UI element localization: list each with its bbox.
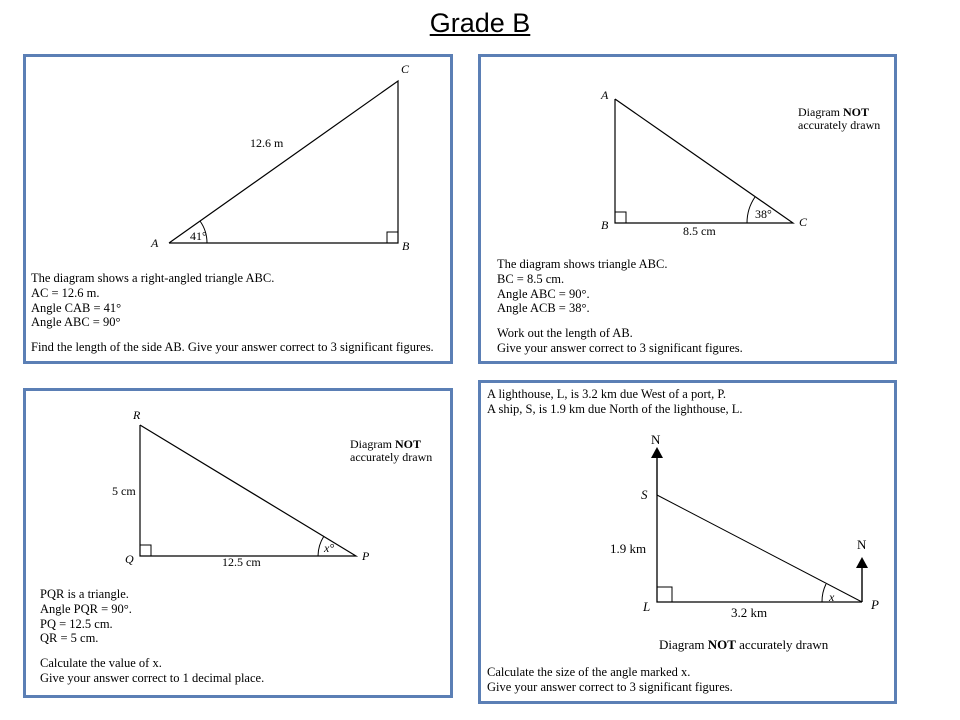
diagram-note-line-1: Diagram NOT (350, 437, 421, 451)
task-line: Find the length of the side AB. Give your answer correct to 3 significant figures. (31, 340, 434, 355)
question-panel-4 (478, 380, 897, 704)
lighthouse-diagram (481, 383, 894, 701)
vertex-p-label: P (871, 597, 879, 612)
north-arrow-icon (856, 557, 868, 568)
base-length-label: 8.5 cm (683, 224, 716, 238)
angle-label: x (829, 590, 835, 604)
text-line: Angle ABC = 90° (31, 315, 121, 330)
task-line: Calculate the value of x. (40, 656, 162, 671)
vertex-c-label: C (799, 215, 808, 229)
vertex-b-label: B (402, 239, 410, 253)
text-line: QR = 5 cm. (40, 631, 99, 646)
task-line: Work out the length of AB. (497, 326, 633, 341)
north-label-left: N (651, 432, 661, 447)
text-line: Angle ABC = 90°. (497, 286, 590, 301)
diagram-caption: Diagram NOT accurately drawn (659, 637, 829, 652)
page-title: Grade B (429, 8, 531, 38)
vertex-p-label: P (362, 549, 370, 563)
text-line: PQR is a triangle. (40, 587, 129, 601)
base-length-label: 3.2 km (731, 605, 768, 620)
text-line: PQ = 12.5 cm. (40, 616, 113, 631)
text-line: Angle PQR = 90°. (40, 601, 132, 616)
diagram-note-line-1: Diagram NOT (798, 105, 869, 119)
vertex-s-label: S (641, 487, 648, 502)
side-length-label: 1.9 km (610, 541, 647, 556)
task-line: Give your answer correct to 3 significant figures. (487, 679, 733, 694)
side-length-label: 5 cm (112, 484, 136, 498)
diagram-note-line-2: accurately drawn (798, 118, 881, 132)
diagram-note-line-2: accurately drawn (350, 450, 433, 464)
vertex-c-label: C (401, 62, 410, 76)
task-line: Give your answer correct to 1 decimal place. (40, 670, 265, 685)
base-length-label: 12.5 cm (222, 555, 261, 569)
question-task (487, 665, 733, 695)
question-text (497, 257, 743, 356)
text-line: The diagram shows triangle ABC. (497, 257, 668, 271)
question-panel-3 (23, 388, 453, 698)
vertex-q-label: Q (125, 552, 134, 566)
text-line: The diagram shows a right-angled triangle ABC. (31, 271, 275, 285)
task-line: Calculate the size of the angle marked x. (487, 665, 691, 679)
question-text (31, 271, 434, 355)
north-label-right: N (857, 537, 867, 552)
question-panel-1 (23, 54, 453, 364)
angle-label: 38° (755, 207, 772, 221)
text-line: BC = 8.5 cm. (497, 271, 565, 286)
angle-label: 41° (190, 229, 207, 243)
vertex-r-label: R (133, 408, 141, 422)
vertex-a-label: A (151, 236, 159, 250)
vertex-a-label: A (601, 88, 609, 102)
vertex-l-label: L (643, 599, 651, 614)
question-panel-2 (478, 54, 897, 364)
angle-label: x° (324, 541, 335, 555)
question-text (40, 587, 264, 686)
task-line: Give your answer correct to 3 significant figures. (497, 340, 743, 355)
text-line: A lighthouse, L, is 3.2 km due West of a port, P. (487, 387, 727, 401)
north-arrow-icon (651, 447, 663, 458)
text-line: Angle CAB = 41° (31, 300, 122, 315)
text-line: AC = 12.6 m. (31, 285, 100, 300)
text-line: Angle ACB = 38°. (497, 301, 590, 316)
text-line: A ship, S, is 1.9 km due North of the lighthouse, L. (487, 401, 743, 416)
vertex-b-label: B (601, 218, 609, 232)
hypotenuse-label: 12.6 m (250, 136, 284, 150)
